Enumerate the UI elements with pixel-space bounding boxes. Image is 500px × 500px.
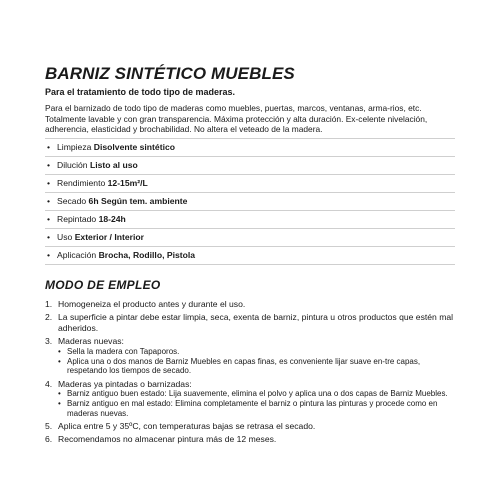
- list-item: [45, 421, 455, 432]
- sub-item-text: Barniz antiguo en mal estado: Elimina completamente el barniz o pintura las pinturas y procede como en maderas nuevas.: [67, 398, 438, 418]
- specs-table: [45, 138, 455, 265]
- sub-item-text: Barniz antiguo buen estado: Lija suavemente, elimina el polvo y aplica una o dos capas de Barniz Muebles.: [67, 389, 448, 399]
- bullet-icon: •: [58, 389, 61, 399]
- step-number: 2.: [45, 312, 53, 323]
- list-item: [45, 379, 455, 419]
- spec-row: [45, 229, 455, 247]
- bullet-icon: •: [58, 347, 61, 357]
- step-text: Homogeneiza el producto antes y durante el uso.: [58, 298, 246, 309]
- list-item: [45, 299, 455, 310]
- sub-item: [58, 389, 455, 399]
- spec-row: [45, 175, 455, 193]
- step-number: 6.: [45, 434, 53, 445]
- spec-value: Listo al uso: [89, 159, 138, 170]
- bullet-icon: •: [47, 213, 51, 224]
- spec-label: Repintado: [57, 213, 97, 224]
- spec-value: Brocha, Rodillo, Pistola: [98, 249, 196, 260]
- bullet-icon: •: [58, 356, 61, 366]
- spec-label: Limpieza: [57, 141, 92, 152]
- list-item: [45, 336, 455, 376]
- bullet-icon: •: [47, 141, 51, 152]
- sub-item: [58, 347, 455, 357]
- bullet-icon: •: [47, 159, 51, 170]
- step-number: 4.: [45, 378, 53, 389]
- product-subtitle: Para el tratamiento de todo tipo de maderas.: [45, 87, 236, 97]
- spec-row: [45, 247, 455, 265]
- sub-item: [58, 357, 455, 376]
- usage-section-title: MODO DE EMPLEO: [45, 277, 161, 292]
- step-text: Maderas ya pintadas o barnizadas:: [58, 378, 192, 389]
- product-description: Para el barnizado de todo tipo de maderas como muebles, puertas, marcos, ventanas, arma-rios, etc. Totalmente lavable y con gran transparencia. Máxima protección y alta duración. Ex-celente nivelación, adherencia, elasticidad y brochabilidad. No altera el veteado de la madera.: [45, 103, 428, 135]
- spec-label: Uso: [57, 231, 73, 242]
- spec-value: 18-24h: [98, 213, 126, 224]
- step-text: Recomendamos no almacenar pintura más de 12 meses.: [58, 434, 277, 445]
- spec-row: [45, 211, 455, 229]
- spec-label: Secado: [57, 195, 87, 206]
- list-item: [45, 312, 455, 334]
- spec-row: [45, 139, 455, 157]
- product-sheet: [45, 64, 455, 447]
- list-item: [45, 434, 455, 445]
- spec-label: Aplicación: [57, 249, 97, 260]
- spec-value: Exterior / Interior: [74, 231, 144, 242]
- step-text: Maderas nuevas:: [58, 336, 124, 347]
- sub-list: [45, 347, 455, 376]
- sub-item-text: Aplica una o dos manos de Barniz Muebles en capas finas, es conveniente lijar suave en-tre capas, respetando los tiempos de secado.: [67, 356, 421, 376]
- spec-row: [45, 193, 455, 211]
- step-number: 5.: [45, 420, 53, 431]
- bullet-icon: •: [47, 231, 51, 242]
- spec-label: Rendimiento: [57, 177, 106, 188]
- spec-label: Dilución: [57, 159, 88, 170]
- sub-item: [58, 399, 455, 418]
- bullet-icon: •: [47, 249, 51, 260]
- spec-value: Disolvente sintético: [93, 141, 175, 152]
- bullet-icon: •: [47, 195, 51, 206]
- sub-item-text: Sella la madera con Tapaporos.: [67, 347, 180, 357]
- spec-row: [45, 157, 455, 175]
- step-text: Aplica entre 5 y 35ºC, con temperaturas bajas se retrasa el secado.: [58, 420, 316, 431]
- usage-steps-list: [45, 299, 455, 445]
- step-text: La superficie a pintar debe estar limpia, seca, exenta de barniz, pintura u otros productos que estén mal adheridos.: [58, 312, 454, 333]
- step-number: 3.: [45, 336, 53, 347]
- product-title: BARNIZ SINTÉTICO MUEBLES: [45, 64, 295, 83]
- sub-list: [45, 389, 455, 418]
- bullet-icon: •: [58, 398, 61, 408]
- step-number: 1.: [45, 298, 53, 309]
- spec-value: 6h Según tem. ambiente: [88, 195, 188, 206]
- spec-value: 12-15m²/L: [107, 177, 148, 188]
- bullet-icon: •: [47, 177, 51, 188]
